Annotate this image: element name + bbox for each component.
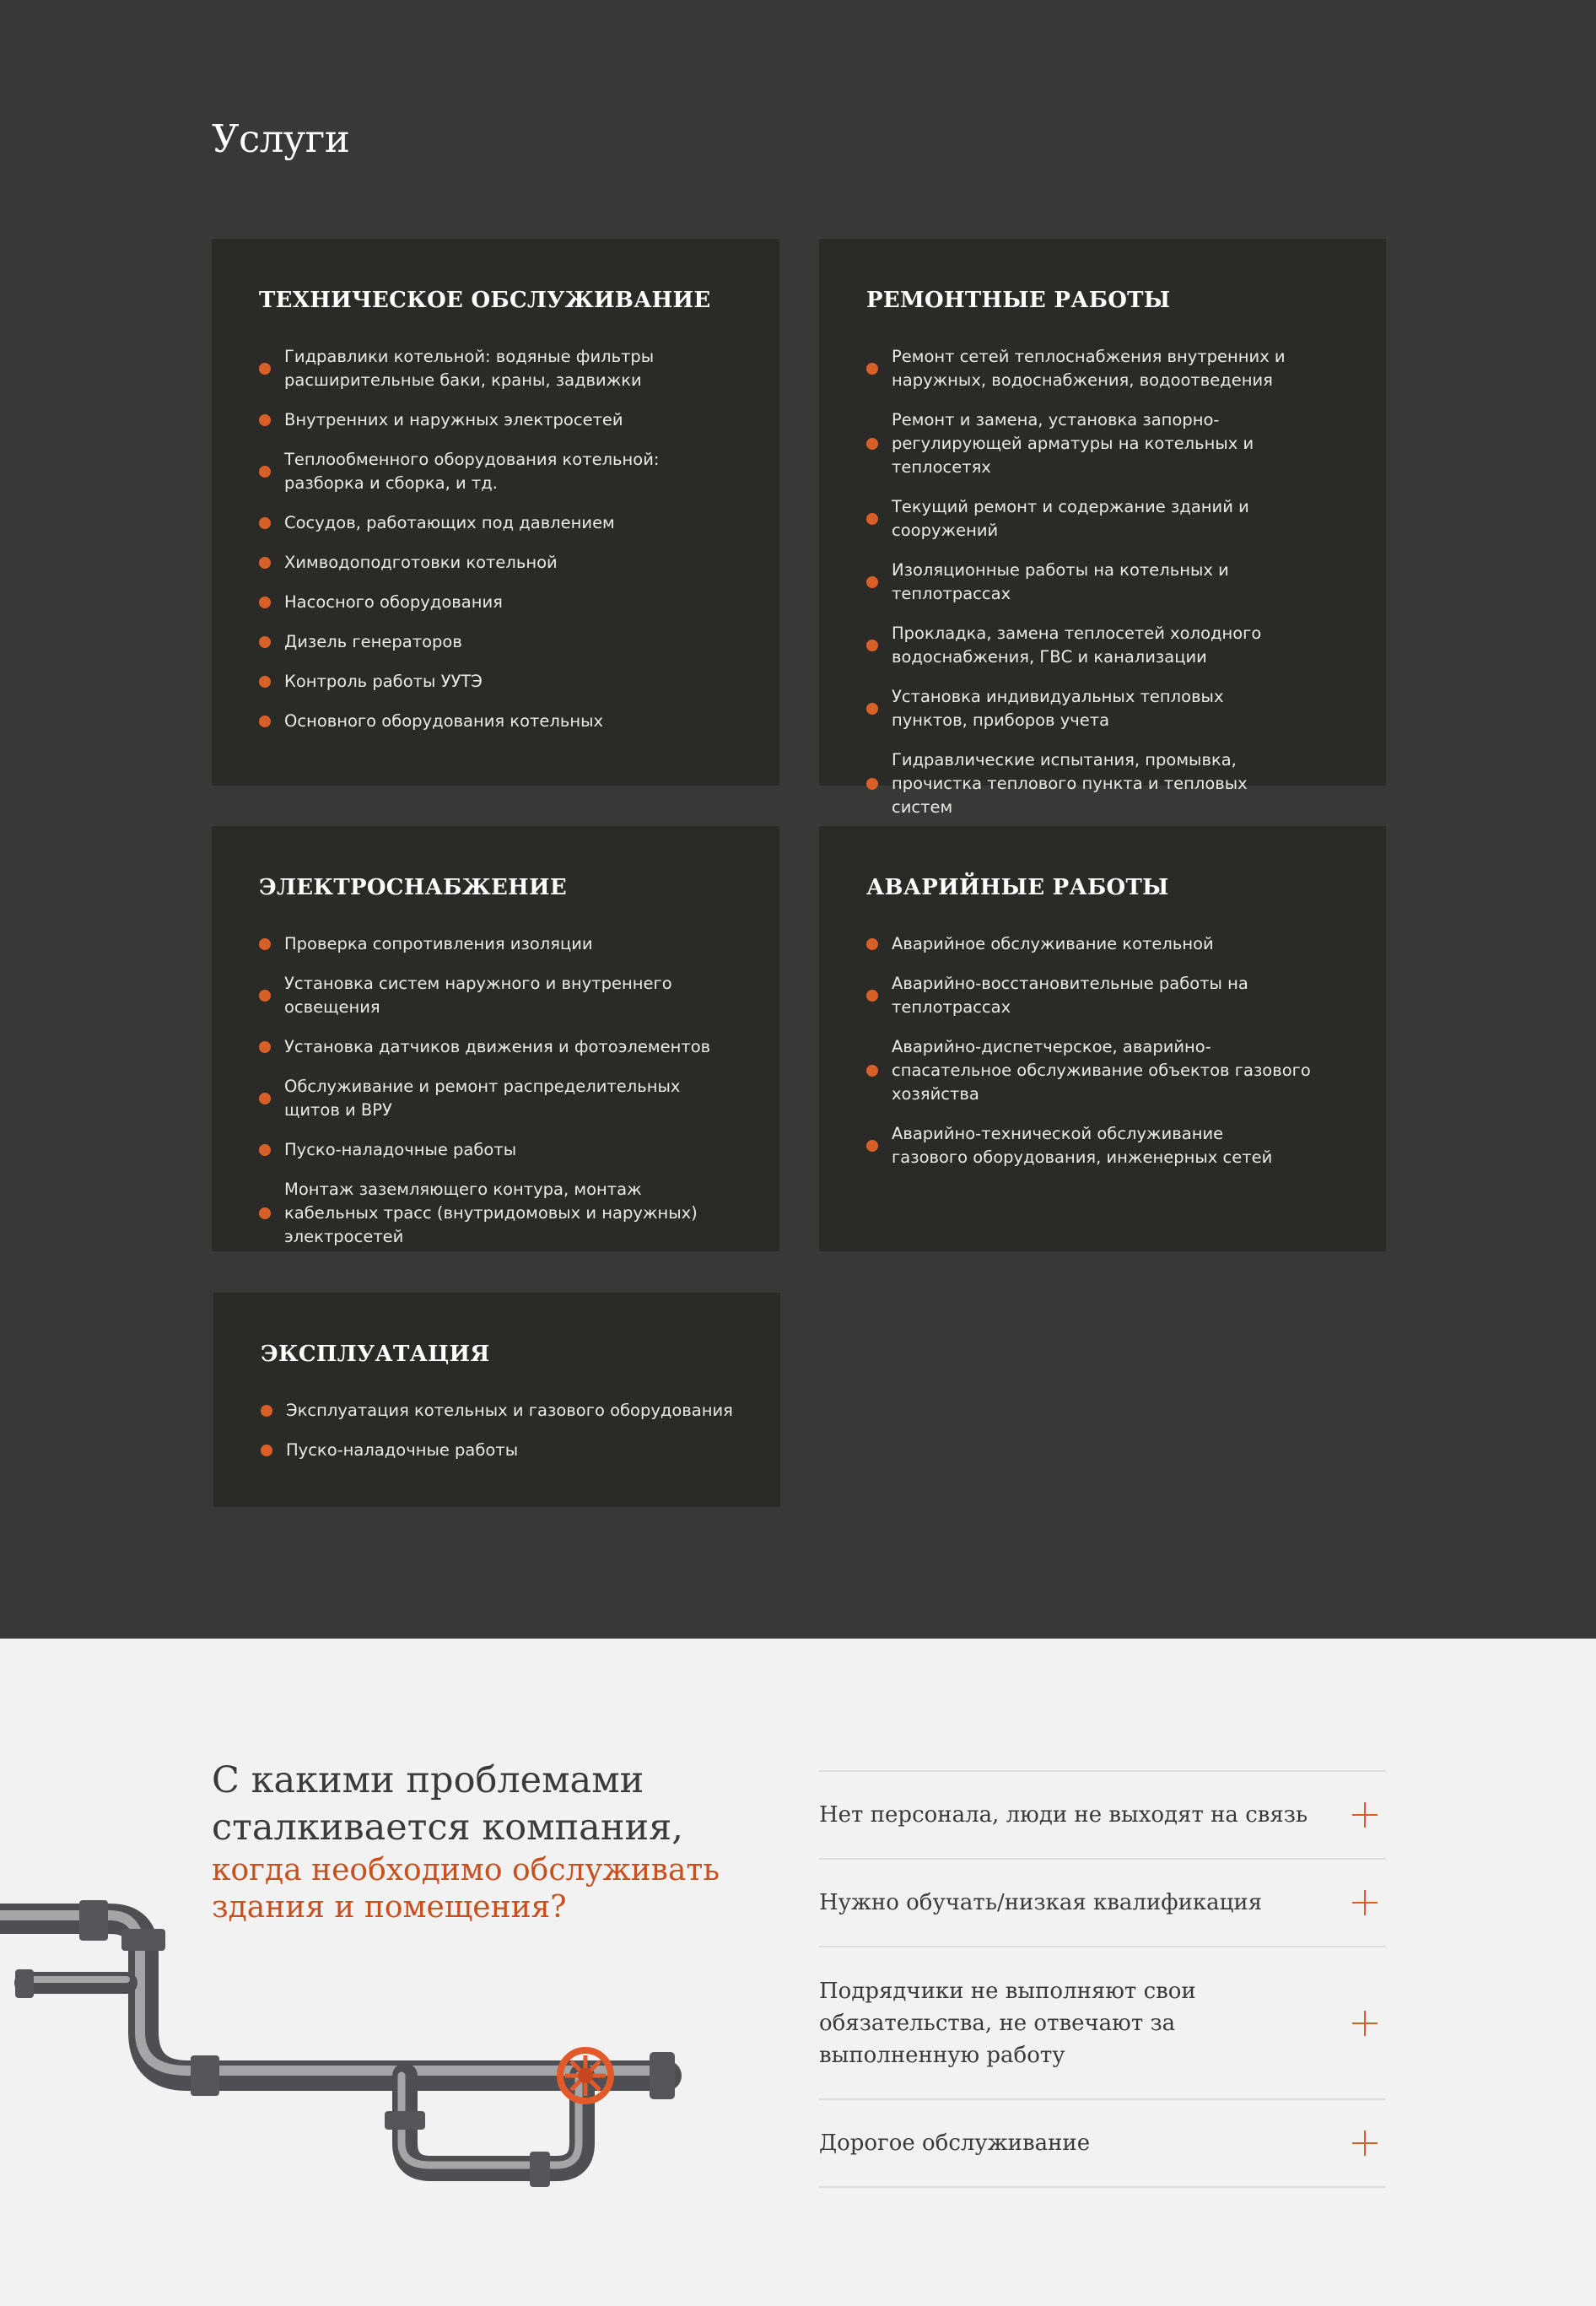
bullet-icon [259,1093,271,1104]
pipes-illustration [0,1890,692,2211]
list-item: Гидравлики котельной: водяные фильтры расширительные баки, краны, задвижки [259,345,746,392]
service-card-electric [212,826,779,1251]
list-item: Внутренних и наружных электросетей [259,408,746,432]
bullet-icon [259,1207,271,1219]
bullet-icon [261,1445,272,1456]
plus-icon[interactable] [1352,2011,1378,2036]
plus-icon[interactable] [1352,2130,1378,2156]
list-item: Аварийно-диспетчерское, аварийно-спасательное обслуживание объектов газового хозяйства [866,1035,1352,1106]
bullet-icon [259,466,271,478]
service-card-operation [213,1293,780,1507]
list-item: Эксплуатация котельных и газового оборудования [261,1399,747,1423]
accordion-item[interactable] [819,1860,1386,1947]
bullet-icon [866,363,878,375]
bullet-icon [261,1405,272,1417]
plus-icon[interactable] [1352,1890,1378,1915]
list-item: Аварийно-восстановительные работы на теплотрассах [866,972,1352,1019]
list-item: Аварийное обслуживание котельной [866,932,1352,956]
card-title: ТЕХНИЧЕСКОЕ ОБСЛУЖИВАНИЕ [259,288,711,313]
list-item: Пуско-наладочные работы [261,1439,747,1462]
bullet-icon [259,557,271,569]
list-item: Основного оборудования котельных [259,710,746,733]
list-item: Теплообменного оборудования котельной: разборка и сборка, и тд. [259,448,746,495]
bullet-icon [866,1065,878,1077]
list-item: Проверка сопротивления изоляции [259,932,746,956]
card-list [259,932,746,1249]
list-item: Монтаж заземляющего контура, монтаж кабельных трасс (внутридомовых и наружных) электросетей [259,1178,746,1249]
card-list [866,932,1352,1169]
problems-accordion [819,1770,1386,2188]
card-title: АВАРИЙНЫЕ РАБОТЫ [866,875,1169,900]
bullet-icon [866,1140,878,1152]
bullet-icon [866,938,878,950]
card-title: РЕМОНТНЫЕ РАБОТЫ [866,288,1171,313]
accordion-item-label: Дорогое обслуживание [819,2130,1091,2156]
services-title: Услуги [212,116,350,161]
bullet-icon [866,513,878,525]
bullet-icon [259,597,271,608]
list-item: Аварийно-технической обслуживание газового оборудования, инженерных сетей [866,1122,1352,1169]
bullet-icon [259,363,271,375]
bullet-icon [866,703,878,715]
list-item: Насосного оборудования [259,591,746,614]
list-item: Пуско-наладочные работы [259,1138,746,1162]
bullet-icon [259,1041,271,1053]
bullet-icon [259,676,271,688]
list-item: Ремонт и замена, установка запорно-регулирующей арматуры на котельных и теплосетях [866,408,1352,479]
list-item: Установка индивидуальных тепловых пунктов, приборов учета [866,685,1352,732]
accordion-item[interactable] [819,1772,1386,1860]
accordion-item-label: Подрядчики не выполняют свои обязательства, не отвечают за выполненную работу [819,1978,1196,2068]
list-item: Гидравлические испытания, промывка, прочистка теплового пункта и тепловых систем [866,748,1352,819]
accordion-item-label: Нет персонала, люди не выходят на связь [819,1802,1308,1828]
accordion-item[interactable] [819,1947,1386,2100]
service-card-repair [819,239,1386,817]
bullet-icon [259,414,271,426]
list-item: Сосудов, работающих под давлением [259,511,746,535]
bullet-icon [259,517,271,529]
card-list [259,345,746,733]
list-item: Прокладка, замена теплосетей холодного водоснабжения, ГВС и канализации [866,622,1352,669]
bullet-icon [866,640,878,651]
bullet-icon [866,438,878,450]
bullet-icon [259,990,271,1002]
bullet-icon [259,636,271,648]
list-item: Ремонт сетей теплоснабжения внутренних и наружных, водоснабжения, водоотведения [866,345,1352,392]
service-card-maintenance [212,239,779,786]
list-item: Химводоподготовки котельной [259,551,746,575]
list-item: Изоляционные работы на котельных и теплотрассах [866,559,1352,606]
service-card-emergency [819,826,1386,1251]
accordion-item[interactable] [819,2100,1386,2188]
bullet-icon [866,576,878,588]
plus-icon[interactable] [1352,1802,1378,1828]
list-item: Установка систем наружного и внутреннего освещения [259,972,746,1019]
accordion-item-label: Нужно обучать/низкая квалификация [819,1890,1263,1915]
card-list [866,345,1352,819]
card-title: ЭЛЕКТРОСНАБЖЕНИЕ [259,875,568,900]
bullet-icon [259,1144,271,1156]
problems-title: С какими проблемами сталкивается компания, [212,1759,683,1849]
bullet-icon [259,716,271,727]
list-item: Дизель генераторов [259,630,746,654]
problems-subtitle: когда необходимо обслуживать здания и помещения? [212,1853,720,1925]
bullet-icon [866,990,878,1002]
list-item: Текущий ремонт и содержание зданий и сооружений [866,495,1352,543]
bullet-icon [259,938,271,950]
list-item: Обслуживание и ремонт распределительных щитов и ВРУ [259,1075,746,1122]
bullet-icon [866,778,878,790]
card-title: ЭКСПЛУАТАЦИЯ [261,1342,490,1367]
card-list [261,1399,747,1462]
list-item: Установка датчиков движения и фотоэлементов [259,1035,746,1059]
list-item: Контроль работы УУТЭ [259,670,746,694]
